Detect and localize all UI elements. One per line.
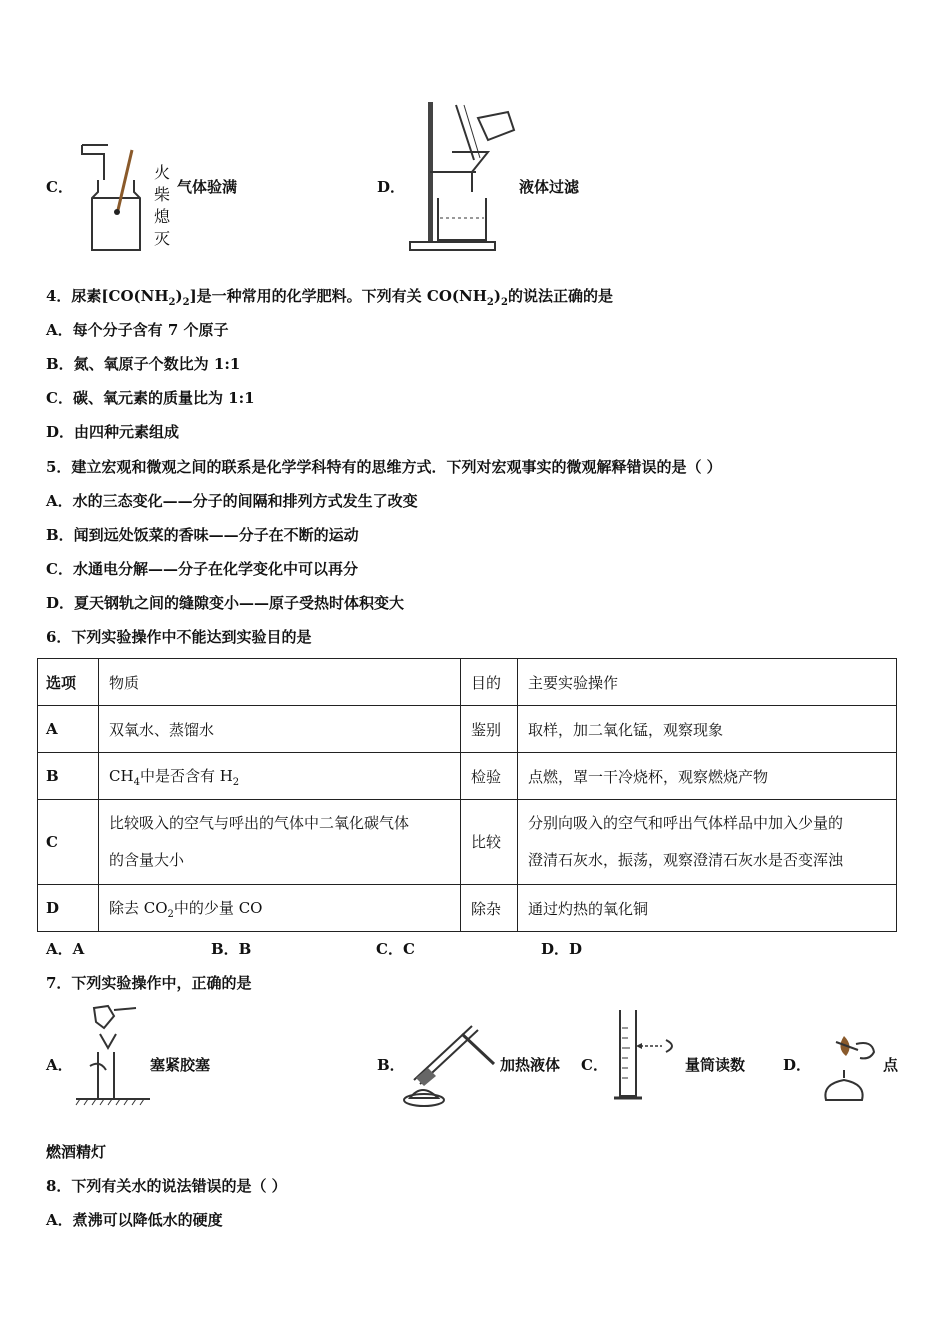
q4-stem-part: 的说法正确的是 <box>507 287 613 305</box>
q3-option-c-letter: C． <box>46 178 73 196</box>
substance-line: 的含量大小 <box>109 851 185 869</box>
q4-stem-sub: 2 <box>182 297 190 308</box>
q4-stem-sub: 2 <box>168 297 176 308</box>
q3-option-d-letter: D． <box>377 178 406 196</box>
substance-part: 除去 CO <box>109 898 168 917</box>
q6-answer-c: C．C <box>376 940 415 958</box>
q3-option-c-text: 气体验满 <box>177 178 238 196</box>
substance-sub: 2 <box>167 908 174 920</box>
substance-part: 中是否含有 H <box>139 766 233 785</box>
c-vertical-char: 熄 <box>154 207 171 226</box>
heating-figure <box>402 1018 498 1108</box>
q4-stem <box>46 285 613 308</box>
table-row <box>38 885 897 932</box>
substance-line: 比较吸入的空气与呼出的气体中二氧化碳气体 <box>109 814 410 832</box>
table-row <box>38 753 897 800</box>
substance-sub: 4 <box>133 776 140 788</box>
c-vertical-char: 火 <box>154 163 171 182</box>
row-operation: 点燃，罩一干冷烧杯，观察燃烧产物 <box>518 753 897 800</box>
q5-option-c: C．水通电分解——分子在化学变化中可以再分 <box>46 560 358 578</box>
table-header-row <box>38 659 897 706</box>
header-operation: 主要实验操作 <box>518 659 897 706</box>
row-substance: 双氧水、蒸馏水 <box>99 706 461 753</box>
q7-option-d-text-cont: 燃酒精灯 <box>46 1143 107 1161</box>
gas-bottle-figure <box>70 140 150 255</box>
row-substance <box>99 753 461 800</box>
q7-option-c-letter: C． <box>581 1056 608 1074</box>
q7-option-b-letter: B． <box>377 1056 405 1074</box>
row-option: B <box>38 753 99 800</box>
q7-option-a-text: 塞紧胶塞 <box>150 1056 211 1074</box>
row-operation: 取样，加二氧化锰，观察现象 <box>518 706 897 753</box>
q6-stem: 6．下列实验操作中不能达到实验目的是 <box>46 628 312 646</box>
q4-option-d: D．由四种元素组成 <box>46 423 180 441</box>
q5-option-b: B．闻到远处饭菜的香味——分子在不断的运动 <box>46 526 359 544</box>
q8-option-a: A．煮沸可以降低水的硬度 <box>46 1211 223 1229</box>
cylinder-figure <box>612 1008 684 1106</box>
c-vertical-label <box>154 162 174 250</box>
q4-stem-part: ) <box>493 287 501 305</box>
substance-sub: 2 <box>232 776 240 788</box>
q4-stem-part: ]是一种常用的化学肥料。下列有关 CO(NH <box>189 287 487 305</box>
q4-stem-part: ) <box>175 287 183 305</box>
q3-option-d-text: 液体过滤 <box>519 178 580 196</box>
q4-option-c: C．碳、氧元素的质量比为 1:1 <box>46 389 255 407</box>
q6-answer-a: A．A <box>46 940 85 958</box>
q4-stem-sub: 2 <box>500 297 508 308</box>
q6-table <box>37 658 897 932</box>
q7-option-b-text: 加热液体 <box>500 1056 561 1074</box>
header-purpose: 目的 <box>461 659 518 706</box>
q7-stem: 7．下列实验操作中，正确的是 <box>46 974 252 992</box>
q7-option-d-text: 点 <box>883 1056 899 1074</box>
table-row <box>38 706 897 753</box>
q8-stem: 8．下列有关水的说法错误的是（ ） <box>46 1177 287 1195</box>
operation-line: 分别向吸入的空气和呼出气体样品中加入少量的 <box>528 814 844 832</box>
filtration-figure <box>408 100 518 255</box>
row-substance <box>99 800 461 885</box>
row-purpose: 鉴别 <box>461 706 518 753</box>
table-row <box>38 800 897 885</box>
q5-stem: 5．建立宏观和微观之间的联系是化学学科特有的思维方式．下列对宏观事实的微观解释错误的是（ ） <box>46 458 722 476</box>
substance-part: 中的少量 CO <box>173 898 263 917</box>
row-operation <box>518 800 897 885</box>
row-operation: 通过灼热的氧化铜 <box>518 885 897 932</box>
q5-option-a: A．水的三态变化——分子的间隔和排列方式发生了改变 <box>46 492 418 510</box>
q6-answer-b: B．B <box>211 940 252 958</box>
c-vertical-char: 灭 <box>154 229 171 248</box>
c-vertical-char: 柴 <box>154 185 171 204</box>
header-substance: 物质 <box>99 659 461 706</box>
row-option: D <box>38 885 99 932</box>
substance-part: CH <box>109 766 134 785</box>
row-purpose: 比较 <box>461 800 518 885</box>
q4-option-b: B．氮、氧原子个数比为 1:1 <box>46 355 241 373</box>
row-purpose: 除杂 <box>461 885 518 932</box>
q4-stem-part: 4．尿素[CO(NH <box>46 287 169 305</box>
stopper-figure <box>74 1004 154 1108</box>
q5-option-d: D．夏天钢轨之间的缝隙变小——原子受热时体积变大 <box>46 594 405 612</box>
operation-line: 澄清石灰水，振荡，观察澄清石灰水是否变浑浊 <box>528 851 844 869</box>
row-substance <box>99 885 461 932</box>
header-option: 选项 <box>38 659 99 706</box>
alcohol-lamp-figure <box>816 1030 880 1108</box>
row-option: A <box>38 706 99 753</box>
q6-answer-d: D．D <box>541 940 583 958</box>
row-purpose: 检验 <box>461 753 518 800</box>
row-option: C <box>38 800 99 885</box>
q4-stem-sub: 2 <box>486 297 494 308</box>
q7-option-d-letter: D． <box>783 1056 812 1074</box>
q7-option-c-text: 量筒读数 <box>685 1056 746 1074</box>
q4-option-a: A．每个分子含有 7 个原子 <box>46 321 229 339</box>
q7-option-a-letter: A． <box>46 1056 73 1074</box>
